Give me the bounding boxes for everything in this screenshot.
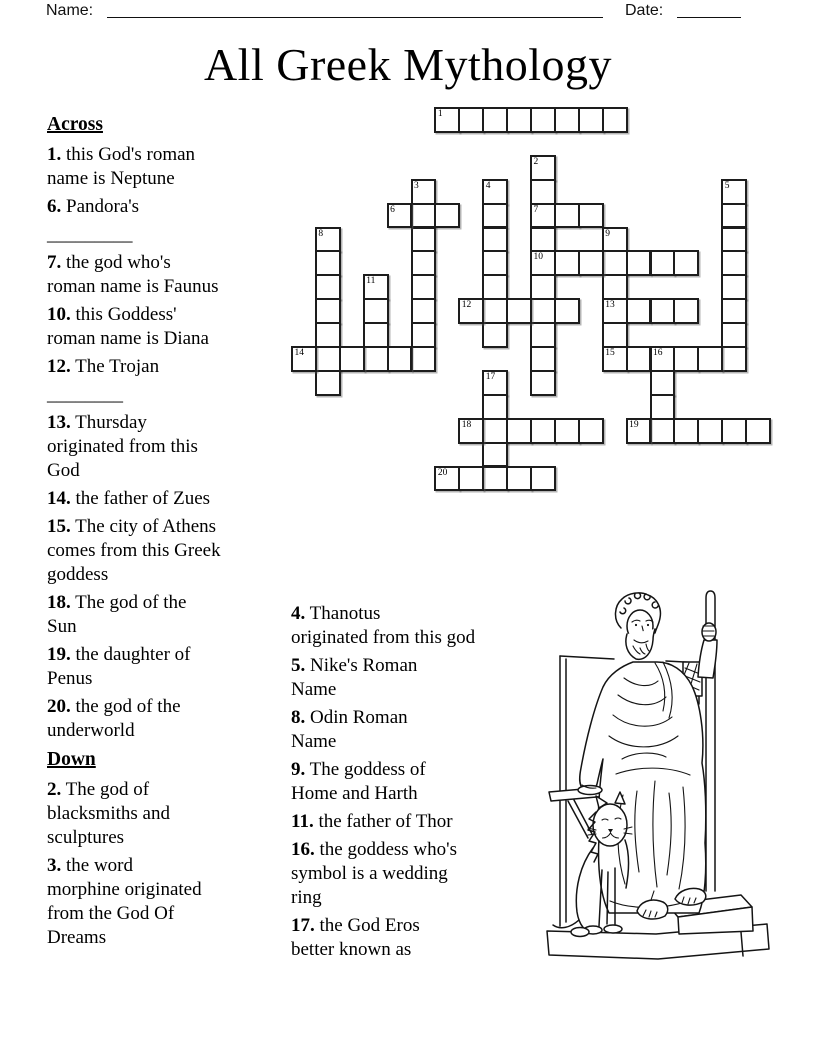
crossword-cell[interactable] [506,298,532,324]
crossword-cell[interactable] [363,274,389,300]
crossword-cell[interactable] [315,250,341,276]
clue-11: 11. the father of Thor [291,811,453,832]
clue-number: 19. [47,644,71,665]
clue-number: 8. [291,707,306,728]
crossword-cell[interactable] [434,107,460,133]
clue-19: 19. the daughter of Penus [47,644,191,689]
crossword-cell[interactable] [482,370,508,396]
across-clues [47,143,285,743]
crossword-cell[interactable] [602,298,628,324]
clue-15: 15. The city of Athens comes from this Greek goddess [47,516,221,585]
clue-number: 1. [47,144,62,165]
crossword-cell[interactable] [434,466,460,492]
crossword-cell[interactable] [530,322,556,348]
crossword-cell[interactable] [482,203,508,229]
clue-17: 17. the God Eros better known as [291,915,420,960]
crossword-cell[interactable] [387,346,413,372]
crossword-cell[interactable] [530,418,556,444]
crossword-cell[interactable] [363,346,389,372]
crossword-cell[interactable] [673,298,699,324]
crossword-cell[interactable] [482,274,508,300]
crossword-cell[interactable] [411,346,437,372]
clue-number: 12. [47,356,71,377]
clue-6: 6. Pandora's [47,196,140,217]
crossword-cell[interactable] [482,322,508,348]
crossword-cell[interactable] [697,418,723,444]
crossword-cell-number: 20 [437,467,448,478]
crossword-cell[interactable] [315,370,341,396]
crossword-cell[interactable] [458,466,484,492]
down-clues-left [47,778,285,950]
zeus-phiale [578,786,602,795]
crossword-cell[interactable] [530,466,556,492]
crossword-cell-number: 1 [437,109,443,119]
crossword-cell[interactable] [650,346,676,372]
date-label: Date: [625,2,664,19]
clue-number: 13. [47,412,71,433]
crossword-cell[interactable] [482,394,508,420]
crossword-cell[interactable] [626,250,652,276]
clue-number: 11. [291,811,314,832]
crossword-cell[interactable] [411,203,437,229]
crossword-cell[interactable] [721,322,747,348]
clue-10: 10. this Goddess' roman name is Diana [47,304,209,349]
clue-2: 2. The god of blacksmiths and sculptures [47,779,170,848]
clue-number: 4. [291,603,306,624]
clue-number: 17. [291,915,315,936]
crossword-cell[interactable] [626,418,652,444]
clue-number: 14. [47,488,71,509]
clue-12-blank: ________ [47,384,123,405]
crossword-cell[interactable] [458,107,484,133]
clue-16: 16. the goddess who's symbol is a wedding ring [291,839,457,908]
clue-number: 3. [47,855,62,876]
crossword-cell[interactable] [721,418,747,444]
crossword-cell-number: 10 [533,252,543,263]
clue-number: 20. [47,696,71,717]
crossword-cell[interactable] [482,298,508,324]
crossword-cell[interactable] [602,107,628,133]
crossword-cell-number: 16 [653,348,663,358]
crossword-cell[interactable] [721,203,747,229]
crossword-cell-number: 3 [414,180,419,191]
crossword-cell[interactable] [291,346,317,372]
clue-number: 16. [291,839,315,860]
crossword-cell[interactable] [602,346,628,372]
crossword-cell-number: 15 [605,348,615,358]
crossword-cell[interactable] [650,298,676,324]
clues-middle-column [291,602,543,966]
crossword-cell-number: 11 [366,276,376,287]
clue-number: 7. [47,252,62,273]
crossword-cell[interactable] [387,203,413,229]
clue-number: 18. [47,592,71,613]
crossword-cell[interactable] [411,274,437,300]
crossword-cell[interactable] [626,346,652,372]
crossword-cell[interactable] [530,370,556,396]
crossword-cell[interactable] [315,274,341,300]
clue-1: 1. this God's roman name is Neptune [47,144,196,189]
crossword-cell-number: 12 [461,300,472,311]
crossword-cell[interactable] [530,107,556,133]
crossword-cell-number: 18 [461,419,472,430]
crossword-cell[interactable] [482,179,508,205]
crossword-cell[interactable] [673,418,699,444]
crossword-cell[interactable] [458,418,484,444]
clue-20: 20. the god of the underworld [47,696,181,741]
crossword-cell-number: 13 [605,300,615,311]
crossword-cell[interactable] [554,203,580,229]
crossword-cell[interactable] [411,250,437,276]
crossword-cell[interactable] [554,250,580,276]
clue-3: 3. the word morphine originated from the God Of Dreams [47,855,202,948]
across-heading: Across [47,114,103,135]
crossword-cell[interactable] [530,203,556,229]
date-line[interactable] [677,3,741,18]
animal-head [593,804,627,846]
crossword-cell[interactable] [315,298,341,324]
crossword-cell[interactable] [363,322,389,348]
crossword-cell[interactable] [530,346,556,372]
crossword-cell[interactable] [506,466,532,492]
crossword-cell-number: 2 [533,156,539,167]
crossword-cell-number: 8 [318,228,324,239]
crossword-cell[interactable] [554,107,580,133]
crossword-cell[interactable] [411,227,437,253]
clue-number: 9. [291,759,306,780]
crossword-cell[interactable] [578,418,604,444]
clue-number: 15. [47,516,71,537]
crossword-cell[interactable] [578,203,604,229]
crossword-cell-number: 4 [485,180,491,191]
clue-number: 6. [47,196,62,217]
crossword-cell[interactable] [530,298,556,324]
crossword-cell[interactable] [482,466,508,492]
clue-7: 7. the god who's roman name is Faunus [47,252,219,297]
clue-9: 9. The goddess of Home and Harth [291,759,426,804]
crossword-cell[interactable] [578,250,604,276]
down-heading: Down [47,749,96,770]
crossword-cell[interactable] [602,322,628,348]
crossword-cell[interactable] [411,322,437,348]
crossword-cell[interactable] [626,298,652,324]
crossword-cell[interactable] [530,250,556,276]
crossword-cell[interactable] [745,418,771,444]
crossword-cell-number: 14 [294,348,304,358]
clue-4: 4. Thanotus originated from this god [291,603,476,648]
crossword-cell[interactable] [650,418,676,444]
crossword-cell[interactable] [721,298,747,324]
clue-18: 18. The god of the Sun [47,592,187,637]
clues-left-column [47,112,285,954]
crossword-cell[interactable] [721,274,747,300]
crossword-cell[interactable] [530,179,556,205]
crossword-cell[interactable] [530,274,556,300]
clue-number: 10. [47,304,71,325]
crossword-cell-number: 9 [605,228,610,239]
name-line[interactable] [107,3,603,18]
crossword-cell[interactable] [673,250,699,276]
crossword-cell[interactable] [673,346,699,372]
clue-5: 5. Nike's Roman Name [291,655,418,700]
crossword-cell[interactable] [530,155,556,181]
crossword-cell[interactable] [602,227,628,253]
clue-14: 14. the father of Zues [47,488,211,509]
clue-8: 8. Odin Roman Name [291,707,408,752]
crossword-cell[interactable] [554,298,580,324]
crossword-cell[interactable] [650,370,676,396]
crossword-cell[interactable] [482,418,508,444]
down-clues-continued [291,602,543,962]
crossword-cell[interactable] [339,346,365,372]
crossword-cell[interactable] [411,298,437,324]
crossword-cell[interactable] [506,418,532,444]
crossword-cell-number: 6 [390,204,395,215]
clue-13: 13. Thursday originated from this God [47,412,198,481]
crossword-cell-number: 19 [629,419,639,430]
name-label: Name: [46,2,94,19]
crossword-cell[interactable] [602,250,628,276]
crossword-cell[interactable] [650,250,676,276]
crossword-cell[interactable] [721,227,747,253]
crossword-cell[interactable] [482,107,508,133]
crossword-cell[interactable] [721,250,747,276]
crossword-cell[interactable] [721,346,747,372]
crossword-cell[interactable] [506,107,532,133]
crossword-cell[interactable] [363,298,389,324]
crossword-cell[interactable] [650,394,676,420]
clue-6-blank: _________ [47,224,133,245]
crossword-cell[interactable] [482,227,508,253]
clue-12: 12. The Trojan [47,356,160,377]
crossword-cell[interactable] [315,346,341,372]
crossword-cell[interactable] [482,250,508,276]
crossword-cell[interactable] [315,227,341,253]
crossword-cell[interactable] [578,107,604,133]
crossword-cell-number: 17 [485,371,496,382]
crossword-cell[interactable] [602,274,628,300]
crossword-cell-number: 5 [724,180,730,191]
crossword-cell[interactable] [721,179,747,205]
page-title: All Greek Mythology [203,39,613,90]
clue-number: 5. [291,655,306,676]
crossword-cell[interactable] [554,418,580,444]
clue-number: 2. [47,779,62,800]
crossword-cell[interactable] [458,298,484,324]
crossword-cell[interactable] [530,227,556,253]
crossword-cell[interactable] [697,346,723,372]
crossword-cell[interactable] [315,322,341,348]
crossword-cell[interactable] [482,442,508,468]
crossword-cell[interactable] [411,179,437,205]
crossword-cell-number: 7 [533,204,539,215]
zeus-illustration [536,582,774,974]
crossword-cell[interactable] [434,203,460,229]
